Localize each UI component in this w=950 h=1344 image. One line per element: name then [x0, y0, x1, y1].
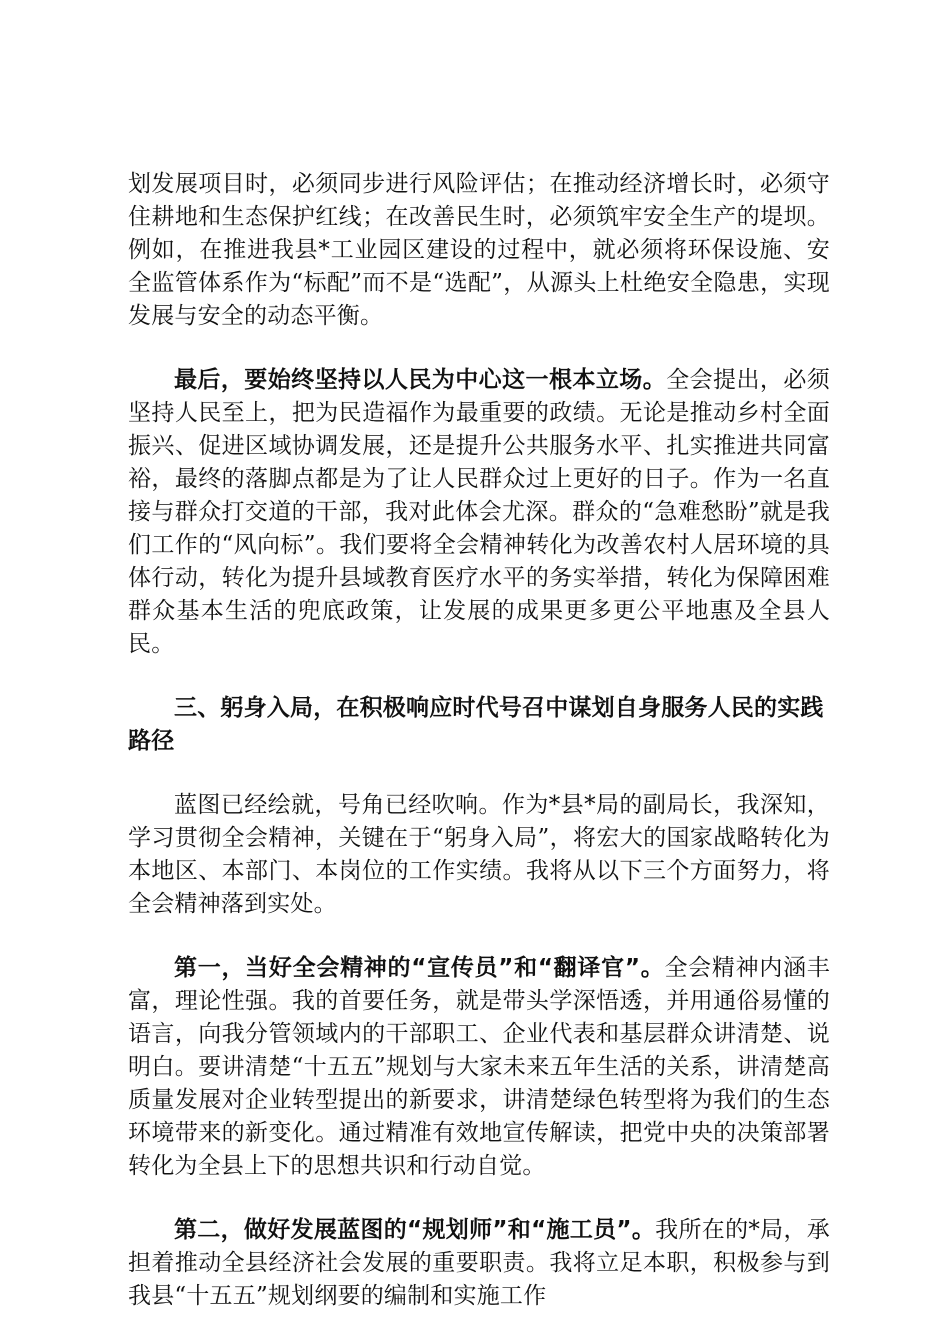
paragraph-people-centered [128, 364, 830, 661]
paragraph-second-point [128, 1214, 830, 1313]
paragraph-lead-sentence: 第二，做好发展蓝图的“规划师”和“施工员”。 [174, 1217, 656, 1243]
paragraph-body: 全会精神内涵丰富，理论性强。我的首要任务，就是带头学深悟透，并用通俗易懂的语言，向我分管领域内的干部职工、企业代表和基层群众讲清楚、说明白。要讲清楚“十五五”规划与大家未来五年生活的关系，讲清楚高质量发展对企业转型提出的新要求，讲清楚绿色转型将为我们的生态环境带来的新变化。通过精准有效地宣传解读，把党中央的决策部署转化为全县上下的思想共识和行动自觉。 [128, 955, 830, 1179]
paragraph-body: 全会提出，必须坚持人民至上，把为民造福作为最重要的政绩。无论是推动乡村全面振兴、促进区域协调发展，还是提升公共服务水平、扎实推进共同富裕，最终的落脚点都是为了让人民群众过上更好的日子。作为一名直接与群众打交道的干部，我对此体会尤深。群众的“急难愁盼”就是我们工作的“风向标”。我们要将全会精神转化为改善农村人居环境的具体行动，转化为提升县域教育医疗水平的务实举措，转化为保障困难群众基本生活的兜底政策，让发展的成果更多更公平地惠及全县人民。 [128, 367, 830, 657]
section-heading: 三、躬身入局，在积极响应时代号召中谋划自身服务人民的实践路径 [128, 695, 824, 754]
paragraph-first-point [128, 952, 830, 1183]
paragraph-lead-sentence: 最后，要始终坚持以人民为中心这一根本立场。 [174, 367, 667, 393]
paragraph-intro: 蓝图已经绘就，号角已经吹响。作为*县*局的副局长，我深知，学习贯彻全会精神，关键在于“躬身入局”，将宏大的国家战略转化为本地区、本部门、本岗位的工作实绩。我将从以下三个方面努力，将全会精神落到实处。 [128, 792, 830, 917]
paragraph-continuation: 划发展项目时，必须同步进行风险评估；在推动经济增长时，必须守住耕地和生态保护红线；在改善民生时，必须筑牢安全生产的堤坝。例如，在推进我县*工业园区建设的过程中，就必须将环保设施、安全监管体系作为“标配”而不是“选配”，从源头上杜绝安全隐患，实现发展与安全的动态平衡。 [128, 171, 830, 329]
paragraph-lead-sentence: 第一，当好全会精神的“宣传员”和“翻译官”。 [174, 955, 665, 981]
paragraph-body: 我所在的*局，承担着推动全县经济社会发展的重要职责。我将立足本职，积极参与到我县“十五五”规划纲要的编制和实施工作 [128, 1217, 830, 1309]
document-page [128, 168, 830, 1344]
